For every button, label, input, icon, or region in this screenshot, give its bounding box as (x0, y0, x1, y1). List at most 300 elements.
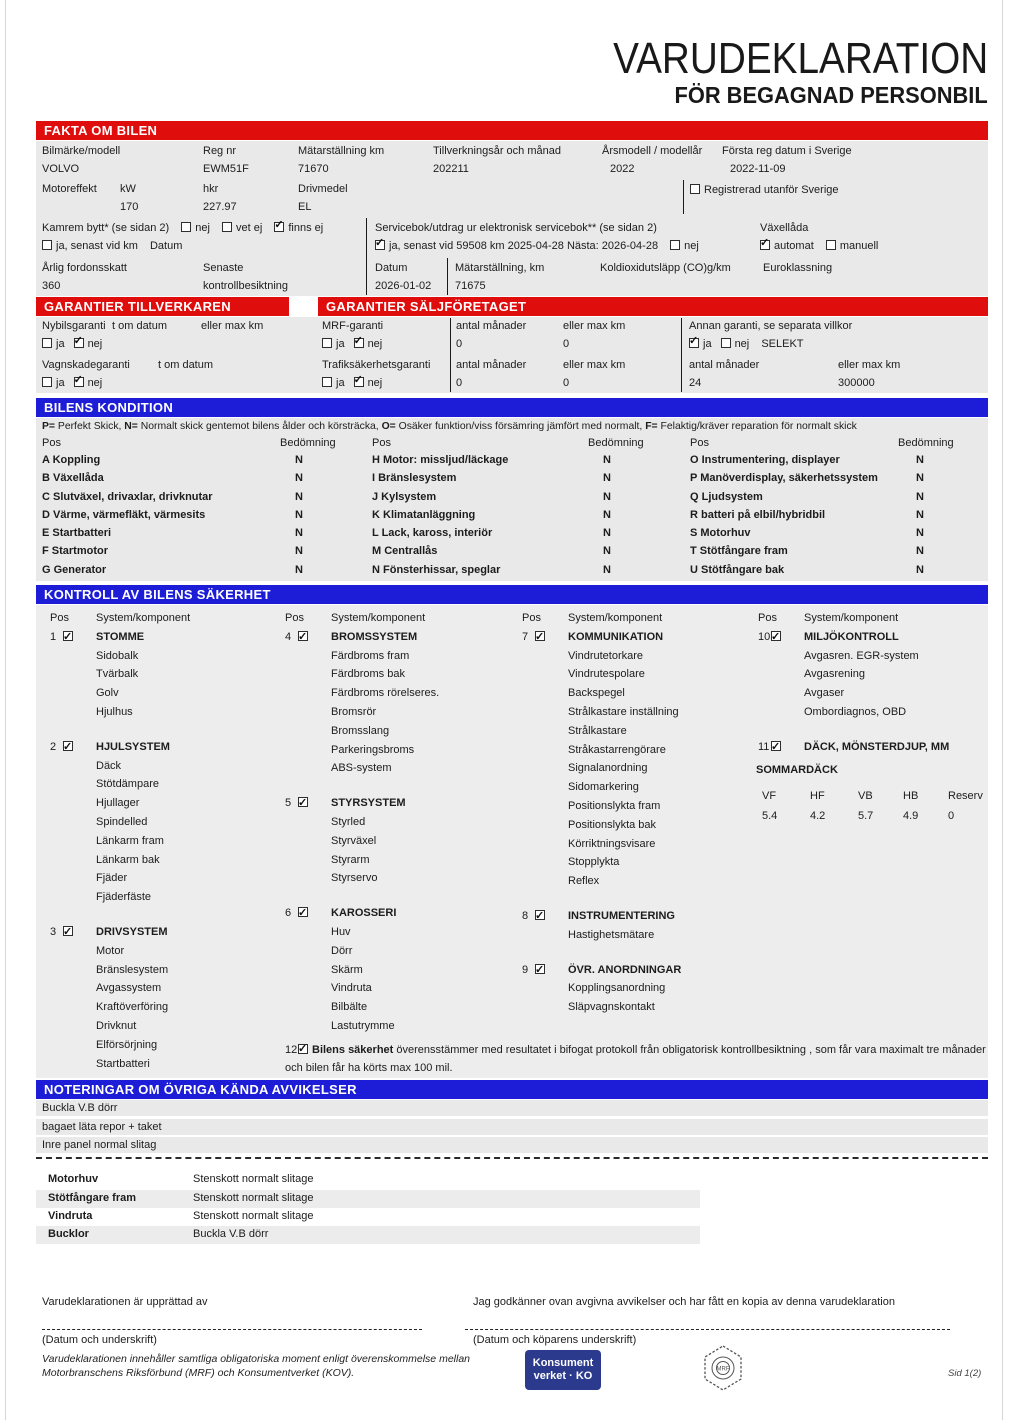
servicebok-ja-label: ja, senast vid 59508 km 2025-04-28 Nästa: 2026-04-28 (389, 240, 659, 252)
legend-key: P= (42, 421, 55, 432)
kondition-rating: N (295, 472, 303, 485)
kondition-item-label: E Startbatteri (42, 527, 112, 540)
tyre-depth-hf: 4.2 (810, 810, 826, 823)
group-title: ÖVR. ANORDNINGAR (568, 963, 682, 976)
checkbox-kamrem-finns-ej[interactable] (274, 222, 284, 232)
annan-antal-label: antal månader (689, 359, 760, 371)
footer-note: Varudeklarationen innehåller samtliga obligatoriska moment enligt överenskommelse mellan Motorbranschens Riksförbund (MRF) och Konsumentverket (KOV). (42, 1353, 470, 1379)
kondition-item-label: S Motorhuv (690, 527, 751, 540)
kondition-rating: N (916, 508, 924, 521)
nej-label: nej (367, 338, 383, 350)
kondition-row (42, 472, 303, 490)
kontroll-column-headers (50, 609, 191, 628)
signature-line (465, 1329, 950, 1330)
vagnskade-tom-label: t om datum (158, 359, 214, 371)
pos-header: Pos (285, 612, 304, 624)
kondition-item-label: Q Ljudsystem (690, 490, 763, 503)
nybils-janej-row (42, 338, 102, 351)
left-sign-caption: (Datum och underskrift) (42, 1334, 157, 1346)
kontroll-item: Stråkastarrengörare (568, 743, 666, 756)
prepared-by-label: Varudeklarationen är upprättad av (42, 1296, 208, 1308)
kondition-rating: N (603, 472, 611, 485)
kontroll-item: Huv (331, 925, 351, 938)
kontroll-item: Skärm (331, 963, 363, 976)
item12-bold-text: Bilens säkerhet (312, 1044, 394, 1056)
legend-key: F= (645, 421, 658, 432)
table-row-label: Bucklor (48, 1228, 89, 1240)
kondition-item-label: B Växellåda (42, 472, 104, 485)
kontroll-group-instrumentering (522, 907, 679, 926)
tillverkning-value: 202211 (433, 163, 469, 175)
kondition-row (42, 527, 303, 545)
kontroll-item-12 (285, 1042, 995, 1077)
group-pos: 10 (758, 630, 771, 643)
kondition-row (690, 472, 924, 490)
kontroll-item: Startbatteri (96, 1057, 150, 1070)
nej-label: nej (367, 377, 383, 389)
divider (683, 180, 684, 214)
kontroll-item: Stopplykta (568, 856, 620, 869)
registrerad-row (690, 184, 839, 197)
kondition-row (690, 454, 924, 472)
kontroll-column-2 (285, 609, 439, 1036)
vagnskade-janej-row (42, 377, 102, 390)
kondition-column-1 (42, 454, 303, 582)
group-title: BROMSSYSTEM (331, 630, 418, 643)
kamrem-row (42, 222, 323, 235)
tyre-depth-vf: 5.4 (762, 810, 778, 823)
kondition-row (372, 527, 611, 545)
checkbox-bromssystem[interactable] (298, 631, 308, 641)
table-row-value: Stenskott normalt slitage (193, 1192, 314, 1204)
checkbox-kamrem-ja[interactable] (42, 240, 52, 250)
kontroll-item: Positionslykta fram (568, 799, 661, 812)
checkbox-miljokontroll[interactable] (771, 631, 781, 641)
kondition-row (42, 508, 303, 527)
matarstallning-label: Mätarställning km (298, 145, 385, 157)
kondition-item-label: K Klimatanläggning (372, 508, 476, 521)
kontroll-item: Bilbälte (331, 1001, 368, 1014)
kov-logo-line2: verket · KO (533, 1370, 593, 1382)
kontroll-group-styrsystem (285, 794, 439, 813)
kontroll-item: Bromsslang (331, 724, 390, 737)
kontroll-item: Styrled (331, 815, 366, 828)
senaste-label2: kontrollbesiktning (203, 280, 288, 292)
pos-header: Pos (372, 437, 391, 449)
checkbox-vagnskade-ja[interactable] (42, 377, 52, 387)
ja-label: ja (336, 338, 345, 350)
kontroll-item: Elförsörjning (96, 1038, 158, 1051)
checkbox-annan-ja[interactable] (689, 338, 699, 348)
kontroll-item: Däck (96, 759, 122, 772)
kondition-rating: N (916, 454, 924, 466)
kontroll-item: ABS-system (331, 762, 392, 775)
mrf-antal-value: 0 (456, 338, 463, 350)
kontroll-item: Bränslesystem (96, 963, 169, 976)
annan-garanti-namn: SELEKT (761, 338, 804, 350)
pos-header: Pos (690, 437, 709, 449)
kontroll-item: Avgassystem (96, 982, 162, 995)
note-line-bg (36, 1100, 988, 1116)
kondition-item-label: U Stötfångare bak (690, 563, 785, 576)
mrf-max-value: 0 (563, 338, 570, 350)
kondition-rating: N (916, 490, 924, 503)
kondition-rating: N (916, 472, 924, 485)
kondition-item-label: O Instrumentering, displayer (690, 454, 840, 466)
legend-text: Felaktig/kräver reparation för normalt skick (657, 421, 857, 432)
section-header-kontroll: KONTROLL AV BILENS SÄKERHET (36, 585, 988, 604)
matarstallning-value: 71670 (298, 163, 329, 175)
pos-header: Pos (50, 612, 69, 624)
checkbox-kamrem-nej[interactable] (181, 222, 191, 232)
kontroll-item: Positionslykta bak (568, 818, 657, 831)
kov-logo-line1: Konsument (532, 1357, 594, 1369)
kontroll-item: Signalanordning (568, 762, 648, 775)
hkr-value: 227.97 (203, 201, 237, 213)
trafik-antal-value: 0 (456, 377, 463, 389)
nej-label: nej (87, 338, 103, 350)
group-pos: 8 (522, 909, 529, 922)
kondition-row (690, 527, 924, 545)
checkbox-mrf-ja[interactable] (322, 338, 332, 348)
bedomning-header: Bedömning (898, 437, 954, 449)
tyre-values-row (758, 809, 983, 824)
kondition-rating: N (295, 454, 303, 466)
kondition-column-2 (372, 454, 611, 582)
ja-label: ja (703, 338, 712, 350)
kontroll-item: Vindruta (331, 982, 372, 995)
manuell-label: manuell (839, 240, 879, 252)
checkbox-drivsystem[interactable] (63, 926, 73, 936)
group-pos: 9 (522, 963, 529, 976)
group-pos: 1 (50, 630, 57, 643)
divider (681, 318, 682, 392)
kw-value: 170 (120, 201, 139, 213)
kontroll-group-ovr-anordningar (522, 961, 682, 980)
group-pos: 3 (50, 925, 57, 938)
divider (447, 258, 448, 295)
kontroll-group-karosseri (285, 904, 439, 923)
note-line: Inre panel normal slitag (42, 1139, 157, 1151)
checkbox-styrsystem[interactable] (298, 797, 308, 807)
kondition-item-label: H Motor: missljud/läckage (372, 454, 509, 466)
mrf-max-label: eller max km (563, 320, 626, 332)
mrf-janej-row (322, 338, 382, 351)
kontroll-group-hjulsystem (50, 738, 168, 757)
arsmodell-value: 2022 (610, 163, 635, 175)
kontroll-item: Dörr (331, 944, 353, 957)
checkbox-instrumentering[interactable] (535, 910, 545, 920)
matarstallning2-value: 71675 (455, 280, 486, 292)
kondition-item-label: I Bränslesystem (372, 472, 457, 485)
kontroll-column-1 (50, 609, 191, 1073)
kondition-row (372, 545, 611, 563)
servicebok-nej-label: nej (684, 240, 699, 252)
pos-header: Pos (522, 612, 541, 624)
kontroll-item: Färdbroms rörelseres. (331, 687, 440, 700)
kontroll-item: Styrväxel (331, 834, 377, 847)
mrf-antal-label: antal månader (456, 320, 527, 332)
kondition-item-label: A Koppling (42, 454, 101, 466)
kontroll-column-headers (285, 609, 439, 628)
kontroll-item: Bromsrör (331, 705, 377, 718)
kontroll-column-headers (522, 609, 679, 628)
trafik-max-label: eller max km (563, 359, 626, 371)
nej-label: nej (87, 377, 103, 389)
system-header: System/komponent (804, 612, 899, 624)
kamrem-ja-label: ja, senast vid km (56, 240, 138, 252)
table-row-bg (36, 1226, 700, 1244)
legend-key: O= (381, 421, 396, 432)
kontroll-item: Avgasren. EGR-system (804, 649, 919, 662)
kondition-rating: N (603, 527, 611, 540)
bedomning-header: Bedömning (588, 437, 644, 449)
kontroll-item: Länkarm fram (96, 834, 164, 847)
annan-max-label: eller max km (838, 359, 901, 371)
checkbox-kamrem-vet-ej[interactable] (222, 222, 232, 232)
group-pos: 12 (285, 1044, 298, 1056)
kondition-rating: N (603, 508, 611, 521)
checkbox-karosseri[interactable] (298, 907, 308, 917)
drivmedel-value: EL (298, 201, 312, 213)
vaxellada-row (760, 240, 878, 253)
kontroll-item: Sidobalk (96, 649, 139, 662)
system-header: System/komponent (96, 612, 191, 624)
checkbox-mrf-nej[interactable] (354, 338, 364, 348)
group-pos: 4 (285, 630, 292, 643)
checkbox-nybils-nej[interactable] (74, 338, 84, 348)
kamrem-ja-row (42, 240, 182, 253)
vagnskade-label: Vagnskadegaranti (42, 359, 130, 371)
trafik-antal-label: antal månader (456, 359, 527, 371)
group-title: HJULSYSTEM (96, 740, 170, 753)
checkbox-manuell[interactable] (826, 240, 836, 250)
tyre-header-hb: HB (903, 790, 919, 803)
kontroll-item: Reflex (568, 875, 600, 888)
kondition-item-label: G Generator (42, 563, 107, 576)
divider (450, 318, 451, 392)
group-title: MILJÖKONTROLL (804, 630, 899, 643)
kontroll-item: Hastighetsmätare (568, 928, 655, 941)
kamrem-label: Kamrem bytt* (se sidan 2) (42, 222, 170, 234)
kontroll-item: Motor (96, 944, 125, 957)
right-sign-caption: (Datum och köparens underskrift) (473, 1334, 637, 1346)
kondition-rating: N (295, 545, 303, 558)
kondition-row (690, 508, 924, 527)
kontroll-item: Styrservo (331, 872, 378, 885)
section-header-fakta: FAKTA OM BILEN (36, 121, 988, 140)
tyre-header-row (758, 789, 983, 804)
group-title: DRIVSYSTEM (96, 925, 168, 938)
checkbox-trafik-nej[interactable] (354, 377, 364, 387)
checkbox-servicebok-ja[interactable] (375, 240, 385, 250)
buyer-approval-label: Jag godkänner ovan avgivna avvikelser och har fått en kopia av denna varudeklaration (473, 1296, 895, 1308)
kondition-rating: N (916, 545, 924, 558)
kondition-rating: N (295, 508, 303, 521)
kondition-row (372, 472, 611, 490)
kontroll-item: Golv (96, 687, 119, 700)
kontroll-item: Kraftöverföring (96, 1001, 169, 1014)
checkbox-stomme[interactable] (63, 631, 73, 641)
table-row-value: Buckla V.B dörr (193, 1228, 269, 1240)
trafik-max-value: 0 (563, 377, 570, 389)
page-title: VARUDEKLARATION (612, 34, 988, 83)
kondition-item-label: R batteri på elbil/hybridbil (690, 508, 826, 521)
kondition-row (372, 490, 611, 509)
nej-label: nej (734, 338, 750, 350)
signature-line (42, 1329, 422, 1330)
kondition-row (42, 454, 303, 472)
servicebok-label: Servicebok/utdrag ur elektronisk servicebok** (se sidan 2) (375, 222, 657, 234)
divider (366, 218, 367, 295)
nybils-tom-label: t om datum (112, 320, 168, 332)
kondition-row (372, 508, 611, 527)
kondition-rating: N (295, 490, 303, 503)
section-header-bilens-kondition: BILENS KONDITION (36, 398, 988, 417)
kontroll-item: Släpvagnskontakt (568, 1001, 655, 1014)
kontroll-item: Ombordiagnos, OBD (804, 705, 907, 718)
section-header-noteringar: NOTERINGAR OM ÖVRIGA KÄNDA AVVIKELSER (36, 1080, 988, 1099)
kamrem-vetej-label: vet ej (235, 222, 263, 234)
kondition-row (42, 490, 303, 509)
kondition-row (690, 490, 924, 509)
automat-label: automat (774, 240, 814, 252)
item12-text: överensstämmer med resultatet i bifogat protokoll från obligatorisk kontrollbesiktning , som får vara maximalt tre månader och bilen får ha körts max 100 mil. (285, 1044, 986, 1074)
kondition-row (372, 563, 611, 582)
checkbox-trafik-ja[interactable] (322, 377, 332, 387)
page-number: Sid 1(2) (948, 1368, 982, 1379)
seal-text: MRF (716, 1366, 730, 1373)
pos-header: Pos (42, 437, 61, 449)
kondition-rating: N (603, 454, 611, 466)
forstareg-label: Första reg datum i Sverige (722, 145, 852, 157)
kontroll-group-bromssystem (285, 628, 439, 647)
checkbox-ovr-anordningar[interactable] (535, 964, 545, 974)
group-title: STYRSYSTEM (331, 797, 406, 810)
kondition-item-label: T Stötfångare fram (690, 545, 788, 558)
kontroll-item: Färdbroms fram (331, 649, 410, 662)
page-left-edge (5, 0, 6, 1420)
kondition-row (372, 454, 611, 472)
kontroll-item: Länkarm bak (96, 853, 160, 866)
note-line: Buckla V.B dörr (42, 1102, 118, 1114)
kondition-rating: N (603, 545, 611, 558)
hkr-label: hkr (203, 183, 219, 195)
kondition-row (42, 563, 303, 582)
annan-janej-row (689, 338, 804, 351)
tyre-header-vf: VF (762, 790, 777, 803)
checkbox-registrerad-utanfor-sverige[interactable] (690, 184, 700, 194)
sommardack-label: SOMMARDÄCK (756, 763, 838, 776)
forstareg-value: 2022-11-09 (730, 163, 786, 175)
registrerad-label: Registrerad utanför Sverige (704, 184, 839, 196)
kondition-item-label: N Fönsterhissar, speglar (372, 563, 501, 576)
checkbox-automat[interactable] (760, 240, 770, 250)
kondition-item-label: M Centrallås (372, 545, 438, 558)
group-title: STOMME (96, 630, 145, 643)
kamrem-finnsej-label: finns ej (288, 222, 324, 234)
kondition-rating: N (603, 490, 611, 503)
tyre-depth-hb: 4.9 (903, 810, 919, 823)
table-row-value: Stenskott normalt slitage (193, 1173, 314, 1185)
checkbox-vagnskade-nej[interactable] (74, 377, 84, 387)
group-pos: 5 (285, 797, 292, 810)
kontroll-group-miljokontroll (758, 628, 983, 647)
kontroll-column-headers (758, 609, 983, 628)
group-title: KOMMUNIKATION (568, 630, 664, 643)
kondition-rating: N (916, 527, 924, 540)
dashed-divider (36, 1157, 988, 1159)
checkbox-annan-nej[interactable] (721, 338, 731, 348)
tillverkning-label: Tillverkningsår och månad (433, 145, 561, 157)
kontroll-group-dack (758, 738, 983, 757)
checkbox-kommunikation[interactable] (535, 631, 545, 641)
kontroll-item: Vindrutetorkare (568, 649, 644, 662)
checkbox-hjulsystem[interactable] (63, 741, 73, 751)
kontroll-group-drivsystem (50, 923, 168, 942)
section-header-garanti-tillverkaren: GARANTIER TILLVERKAREN (36, 297, 289, 316)
kontroll-item: Tvärbalk (96, 668, 139, 681)
system-header: System/komponent (568, 612, 663, 624)
kontroll-item: Strålkastare (568, 724, 627, 737)
kondition-item-label: J Kylsystem (372, 490, 437, 503)
checkbox-servicebok-nej[interactable] (670, 240, 680, 250)
kondition-row (690, 545, 924, 563)
servicebok-row (375, 240, 699, 253)
kontroll-item: Avgasrening (804, 668, 865, 681)
group-title: INSTRUMENTERING (568, 909, 675, 922)
kondition-rating: N (916, 563, 924, 576)
ja-label: ja (336, 377, 345, 389)
arsmodell-label: Årsmodell / modellår (602, 145, 703, 157)
group-pos: 6 (285, 907, 292, 920)
konsumentverket-logo (525, 1350, 601, 1390)
checkbox-nybils-ja[interactable] (42, 338, 52, 348)
table-row-label: Stötfångare fram (48, 1192, 137, 1204)
ja-label: ja (56, 377, 65, 389)
checkbox-item-12[interactable] (298, 1044, 308, 1054)
kw-label: kW (120, 183, 136, 195)
kondition-item-label: L Lack, kaross, interiör (372, 527, 493, 540)
kondition-rating: N (603, 563, 611, 576)
group-pos: 7 (522, 630, 529, 643)
pos-header: Pos (758, 612, 777, 624)
bilmarke-label: Bilmärke/modell (42, 145, 121, 157)
kondition-item-label: C Slutväxel, drivaxlar, drivknutar (42, 490, 213, 503)
kontroll-item: Fjäder (96, 872, 128, 885)
kontroll-item: Lastutrymme (331, 1019, 395, 1032)
kontroll-item: Sidomarkering (568, 781, 639, 794)
note-line-bg (36, 1137, 988, 1153)
annan-antal-value: 24 (689, 377, 702, 389)
checkbox-dack[interactable] (771, 741, 781, 751)
tyre-depth-vb: 5.7 (858, 810, 874, 823)
table-row-value: Stenskott normalt slitage (193, 1210, 314, 1222)
kondition-item-label: P Manöverdisplay, säkerhetssystem (690, 472, 878, 485)
tyre-header-reserv: Reserv (948, 790, 983, 803)
datum-value: 2026-01-02 (375, 280, 432, 292)
note-line: bagaet läta repor + taket (42, 1121, 162, 1133)
kondition-rating: N (295, 563, 303, 576)
annan-max-value: 300000 (838, 377, 875, 389)
regnr-label: Reg nr (203, 145, 237, 157)
mrf-seal-icon (700, 1344, 746, 1392)
group-pos: 11 (758, 740, 770, 753)
page-right-edge (1002, 0, 1003, 1420)
kontroll-item: Körriktningsvisare (568, 837, 656, 850)
page-subtitle: FÖR BEGAGNAD PERSONBIL (674, 82, 988, 108)
kontroll-item: Stötdämpare (96, 778, 159, 791)
